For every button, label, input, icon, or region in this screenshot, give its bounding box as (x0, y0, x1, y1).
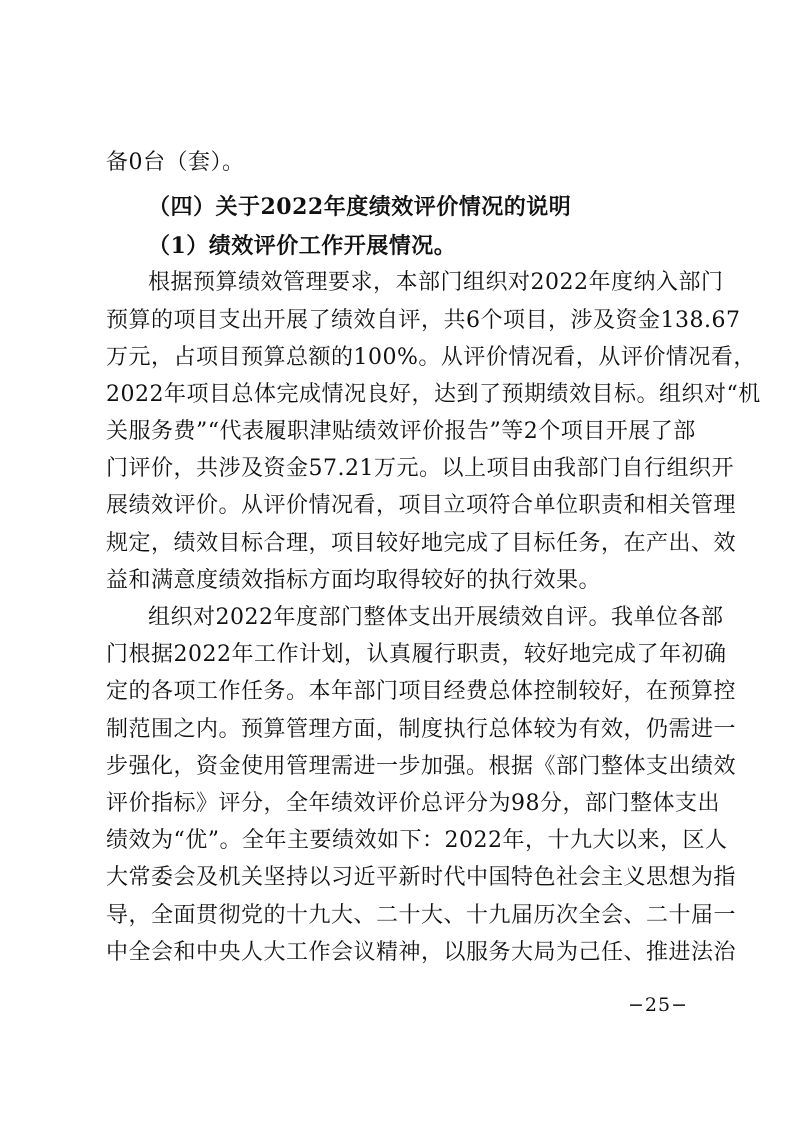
paragraph2-line: 制范围之内。预算管理方面，制度执行总体较为有效，仍需进一 (106, 717, 737, 742)
paragraph2-line: 定的各项工作任务。本年部门项目经费总体控制较好，在预算控 (106, 679, 737, 704)
paragraph2-line: 步强化，资金使用管理需进一步加强。根据《部门整体支出绩效 (106, 754, 737, 779)
continuation-line: 备0台（套）。 (106, 150, 245, 175)
paragraph2-line: 评价指标》评分，全年绩效评价总评分为98分，部门整体支出 (106, 791, 720, 816)
page-number: −25− (628, 994, 689, 1016)
paragraph2-line: 绩效为“优”。全年主要绩效如下：2022年，十九大以来，区人 (106, 828, 728, 853)
paragraph1-line: 根据预算绩效管理要求，本部门组织对2022年度纳入部门 (148, 270, 724, 295)
paragraph2-line: 大常委会及机关坚持以习近平新时代中国特色社会主义思想为指 (106, 865, 737, 890)
paragraph1-line: 规定，绩效目标合理，项目较好地完成了目标任务，在产出、效 (106, 531, 737, 556)
subsection-heading: （1）绩效评价工作开展情况。 (148, 233, 457, 259)
paragraph1-line: 万元，占项目预算总额的100%。从评价情况看，从评价情况看， (106, 345, 756, 370)
paragraph1-line: 展绩效评价。从评价情况看，项目立项符合单位职责和相关管理 (106, 493, 737, 518)
paragraph2-line: 中全会和中央人大工作会议精神，以服务大局为己任、推进法治 (106, 940, 737, 965)
paragraph2-line: 导，全面贯彻党的十九大、二十大、十九届历次全会、二十届一 (106, 903, 737, 928)
paragraph1-line: 2022年项目总体完成情况良好，达到了预期绩效目标。组织对“机 (106, 382, 761, 407)
paragraph1-line: 益和满意度绩效指标方面均取得较好的执行效果。 (106, 568, 602, 593)
paragraph1-line: 预算的项目支出开展了绩效自评，共6个项目，涉及资金138.67 (106, 308, 741, 333)
paragraph1-line: 门评价，共涉及资金57.21万元。以上项目由我部门自行组织开 (106, 456, 734, 481)
paragraph2-line: 组织对2022年度部门整体支出开展绩效自评。我单位各部 (148, 605, 724, 630)
paragraph1-line: 关服务费”“代表履职津贴绩效评价报告”等2个项目开展了部 (106, 419, 696, 444)
paragraph2-line: 门根据2022年工作计划，认真履行职责，较好地完成了年初确 (106, 642, 727, 667)
section-heading: （四）关于2022年度绩效评价情况的说明 (148, 194, 572, 220)
